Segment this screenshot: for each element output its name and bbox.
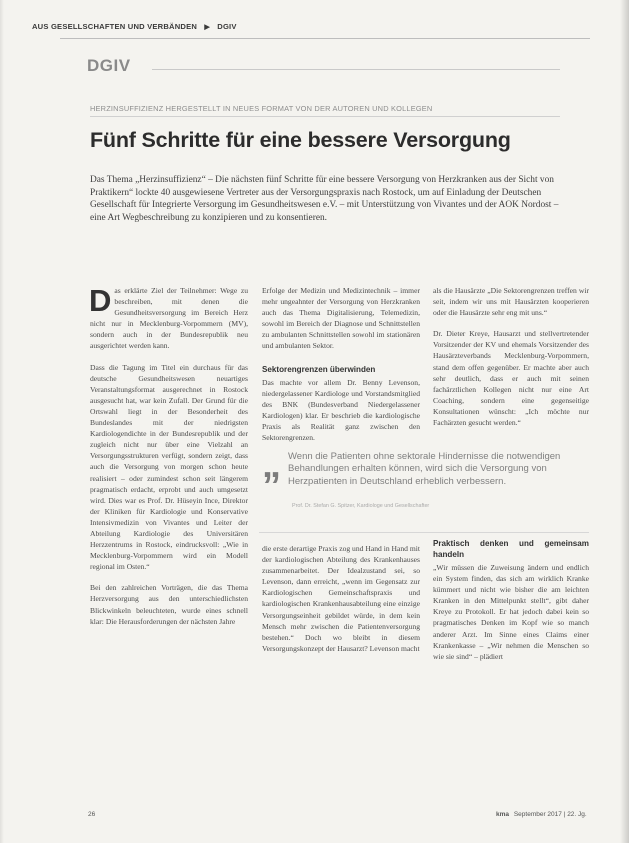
- footer-publication: [496, 811, 587, 818]
- column-1-paragraph-2: Dass die Tagung im Titel ein durchaus für das deutsche Gesundheitswesen neuartiges Veranstaltungsformat ausgerechnet in Rostock ausgesucht hat, war kein Zufall. Der Grund für die Ortswahl liegt in der Besonderheit des Bundeslandes mit der niedrigsten Kardiologendichte in der Bundesrepublik und der zugleich nicht nur über eine Vielzahl an Versorgungsstrukturen verfügt, sondern zeigt, dass auch die Versorgung von morgen schon heute realisiert – oder zumindest schon seit längerem pragmatisch erdacht, erprobt und auch umgesetzt wird. Dies war es Prof. Dr. Hüseyin Ince, Direktor der Kliniken für Kardiologie und Konservative Intensivmedizin von Vivantes und Leiter der Abteilung Kardiologie des Universitären Herzzentrums in Rostock, eindrucksvoll: „Wie in Mecklenburg-Vorpommern wird ein Modell regional im Osten.“: [90, 362, 248, 572]
- column-1: [90, 285, 248, 637]
- pull-quote-rule: [259, 532, 589, 533]
- column-3-bottom: [433, 538, 589, 672]
- article-kicker: HERZINSUFFIZIENZ HERGESTELLT IN NEUES FORMAT VON DER AUTOREN UND KOLLEGEN: [90, 104, 433, 113]
- kicker-rule: [90, 116, 560, 117]
- publication-logo: kma: [496, 811, 510, 818]
- column-2-paragraph-3: die erste derartige Praxis zog und Hand in Hand mit der kardiologischen Abteilung des Krankenhauses zusammenarbeitet. Der Idealzustand sei, so Levenson, dann erreicht, „wenn im Gegensatz zur Kardiologischen Gemeinschaftspraxis und kardiologischen Krankenhausabteilung eine einzige Versorgungseinheit gebildet würde, in dem kein Mensch mehr zwischen die Patientenversorgung bestehen.“ Doch wo bleibt in diesem Versorgungskonzept der Hausarzt? Levenson macht: [262, 544, 420, 653]
- arrow-right-icon: ▶: [204, 24, 210, 31]
- page-left-shadow: [0, 0, 4, 843]
- column-2-paragraph-1: Erfolge der Medizin und Medizintechnik – immer mehr ungeahnter der Versorgung von Herzkranken auch das Thema Digitalisierung, Telemedizin, sowohl im Bereich der Diagnose und Schnittstellen zu ambulanten Schnittstellen sowohl im stationären und ambulanten Sektor.: [262, 286, 420, 351]
- section-label: DGIV: [87, 56, 131, 75]
- running-header-topic: DGIV: [217, 22, 237, 31]
- column-3-paragraph-1: als die Hausärzte „Die Sektorengrenzen treffen wir seit, indem wir uns mit Hausärzten kooperieren oder die Hausärzte sehr eng mit uns.“: [433, 286, 589, 318]
- pull-quote: Wenn die Patienten ohne sektorale Hindernisse die notwendigen Behandlungen erhalten können, wird sich die Versorgung von Herzpatienten in Deutschland erheblich verbessern.: [288, 451, 561, 487]
- quote-mark-icon: „: [262, 444, 281, 486]
- running-header: [32, 22, 237, 31]
- page-edge-shadow: [620, 0, 629, 843]
- section-rule: [152, 69, 560, 70]
- subhead-praktisch-denken: Praktisch denken und gemeinsam handeln: [433, 539, 589, 559]
- drop-cap: D: [89, 283, 112, 318]
- pull-quote-source: Prof. Dr. Stefan G. Spitzer, Kardiologe und Gesellschafter: [292, 503, 430, 509]
- article-lead: Das Thema „Herzinsuffizienz“ – Die nächsten fünf Schritte für eine bessere Versorgung von Herzkranken aus der Sicht von Praktikern“ lockte 40 ausgewiesene Vertreter aus der Versorgungspraxis nach Rostock, um auf Einladung der Deutschen Gesellschaft für Integrierte Versorgung im Gesundheitswesen e.V. – mit Unterstützung von Vivantes und der AOK Nordost – eine Art Wegbeschreibung zu konzipieren und zu konsentieren.: [90, 175, 559, 224]
- subhead-sektorengrenzen: Sektorengrenzen überwinden: [262, 364, 376, 374]
- page-number: 26: [88, 811, 96, 818]
- column-3-top: [433, 285, 589, 438]
- running-header-section: AUS GESELLSCHAFTEN UND VERBÄNDEN: [32, 22, 198, 31]
- column-3-paragraph-2: Dr. Dieter Kreye, Hausarzt und stellvertretender Vorsitzender der KV und ehemals Vorsitzender des Hausärzteverbands Mecklenburg-Vorpommern, stand dem offen gegenüber. Er machte aber auch sehr deutlich, dass er auch mit seinen fachärztlichen Kollegen nicht nur eine Art Coaching, sondern eine gegenseitige Konsultationen wünscht: „Ich möchte nur Fachärzten gesucht werden.“: [433, 329, 589, 428]
- article-headline: Fünf Schritte für eine bessere Versorgung: [90, 128, 511, 152]
- column-2-top: [262, 285, 420, 453]
- issue-date: September 2017 | 22. Jg.: [513, 811, 587, 818]
- section-label-bar: [82, 57, 560, 81]
- column-3-paragraph-3: „Wir müssen die Zuweisung ändern und endlich ein System finden, das sich am wirklich Kranke kümmert und nicht wie bisher die am leichten Kranken in den Mittelpunkt stellt“, gibt daher Kreye zu Protokoll. Er hat jedoch dabei kein so pragmatisches Denken im Kopf wie so manch anderer Arzt. Im Sinne eines Claims einer Krankenkasse – „Wir nehmen die Menschen so wie sie sind“ – plädiert: [433, 563, 589, 661]
- column-2-bottom: [262, 543, 420, 664]
- column-1-paragraph-1: [90, 285, 248, 352]
- column-2-paragraph-2: Das machte vor allem Dr. Benny Levenson, niedergelassener Kardiologe und Vorstandsmitglied des BNK (Bundesverband Niedergelassener Kardiologen) klar. Er beschrieb die kardiologische Praxis als Realität ganz zwischen den Sektorengrenzen.: [262, 377, 420, 443]
- column-1-paragraph-3: Bei den zahlreichen Vorträgen, die das Thema Herzversorgung aus den unterschiedlichsten Blickwinkeln beleuchteten, wurde eines schnell klar: Die Herausforderungen der nächsten Jahre: [90, 583, 248, 626]
- column-1-paragraph-1-text: as erklärte Ziel der Teilnehmer: Wege zu beschreiben, mit denen die Gesundheitsversorgung im Bereich Herz nicht nur in Mecklenburg-Vorpommern (MV), sondern auch in der Bundesrepublik neu ausgerichtet werden kann.: [90, 286, 248, 351]
